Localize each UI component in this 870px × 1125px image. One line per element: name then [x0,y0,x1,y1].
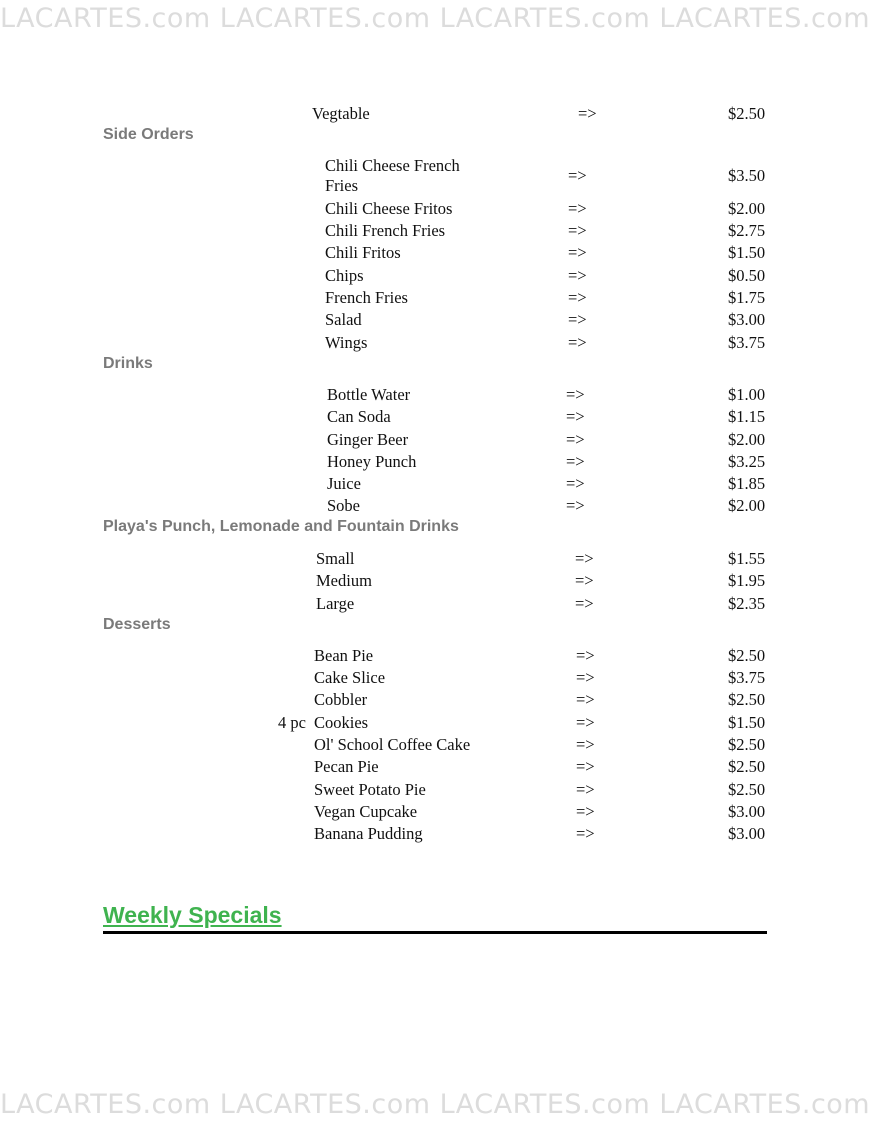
item-arrow: => [568,310,587,329]
item-price: $2.00 [728,430,766,449]
item-price: $1.50 [728,713,766,732]
item-arrow: => [576,735,595,754]
watermark-top: LACARTES.com LACARTES.com LACARTES.com LACARTES.com [0,3,870,34]
item-arrow: => [568,199,587,218]
item-name: Chili Fritos [325,243,401,262]
item-arrow: => [576,824,595,843]
item-name: Juice [327,474,361,493]
item-name: Vegtable [312,104,370,123]
item-name: Salad [325,310,362,329]
item-price: $2.50 [728,735,766,754]
item-price: $1.00 [728,385,766,404]
item-arrow: => [576,646,595,665]
item-price: $3.00 [728,824,766,843]
item-name: Wings [325,333,368,352]
item-arrow: => [575,594,594,613]
item-price: $2.50 [728,757,766,776]
item-price: $2.00 [728,496,766,515]
item-name: Small [316,549,355,568]
weekly-specials-heading: Weekly Specials [103,902,282,928]
item-arrow: => [575,571,594,590]
section-title-drinks: Drinks [103,355,153,372]
item-name: Large [316,594,355,613]
item-name: Medium [316,571,372,590]
item-arrow: => [566,385,585,404]
item-price: $2.00 [728,199,766,218]
item-name: Vegan Cupcake [314,802,418,821]
item-arrow: => [568,166,587,185]
watermark-bottom: LACARTES.com LACARTES.com LACARTES.com LACARTES.com [0,1089,870,1120]
item-arrow: => [576,668,595,687]
item-arrow: => [566,474,585,493]
item-price: $0.50 [728,266,766,285]
item-name: Chili French Fries [325,221,446,240]
item-arrow: => [578,104,597,123]
item-price: $2.35 [728,594,766,613]
item-price: $3.25 [728,452,766,471]
item-arrow: => [576,802,595,821]
item-price: $1.15 [728,407,766,426]
item-price: $1.50 [728,243,766,262]
item-arrow: => [568,266,587,285]
item-price: $2.50 [728,646,766,665]
item-arrow: => [566,452,585,471]
item-name: French Fries [325,288,408,307]
item-name: Banana Pudding [314,824,423,843]
item-arrow: => [568,221,587,240]
item-price: $3.75 [728,333,766,352]
item-arrow: => [575,549,594,568]
item-name: Ol' School Coffee Cake [314,735,471,754]
item-arrow: => [566,430,585,449]
item-price: $2.75 [728,221,766,240]
item-name: Cookies [314,713,369,732]
item-price: $1.95 [728,571,766,590]
item-arrow: => [568,243,587,262]
item-name: Chips [325,266,364,285]
section-divider [103,931,767,934]
item-name: Bottle Water [327,385,411,404]
item-arrow: => [576,690,595,709]
item-price: $2.50 [728,690,766,709]
item-price: $1.55 [728,549,766,568]
item-price: $1.85 [728,474,766,493]
item-name: Bean Pie [314,646,374,665]
item-name: Can Soda [327,407,391,426]
item-arrow: => [566,407,585,426]
section-title-side-orders: Side Orders [103,126,194,143]
item-price: $3.75 [728,668,766,687]
item-price: $1.75 [728,288,766,307]
item-prefix: 4 pc [278,713,306,732]
item-name: Sweet Potato Pie [314,780,426,799]
item-arrow: => [566,496,585,515]
item-arrow: => [576,757,595,776]
item-name: Chili Cheese Fritos [325,199,453,218]
section-title-desserts: Desserts [103,616,171,633]
item-arrow: => [576,780,595,799]
item-name: Chili Cheese French Fries [325,156,460,195]
item-name: Honey Punch [327,452,417,471]
item-price: $3.50 [728,166,766,185]
item-price: $3.00 [728,310,766,329]
item-name: Ginger Beer [327,430,409,449]
item-arrow: => [576,713,595,732]
item-arrow: => [568,333,587,352]
item-name: Pecan Pie [314,757,379,776]
item-price: $2.50 [728,780,766,799]
item-name: Cobbler [314,690,368,709]
item-arrow: => [568,288,587,307]
item-name: Sobe [327,496,360,515]
section-title-punch: Playa's Punch, Lemonade and Fountain Drinks [103,518,459,535]
item-price: $2.50 [728,104,766,123]
item-name: Cake Slice [314,668,386,687]
item-price: $3.00 [728,802,766,821]
